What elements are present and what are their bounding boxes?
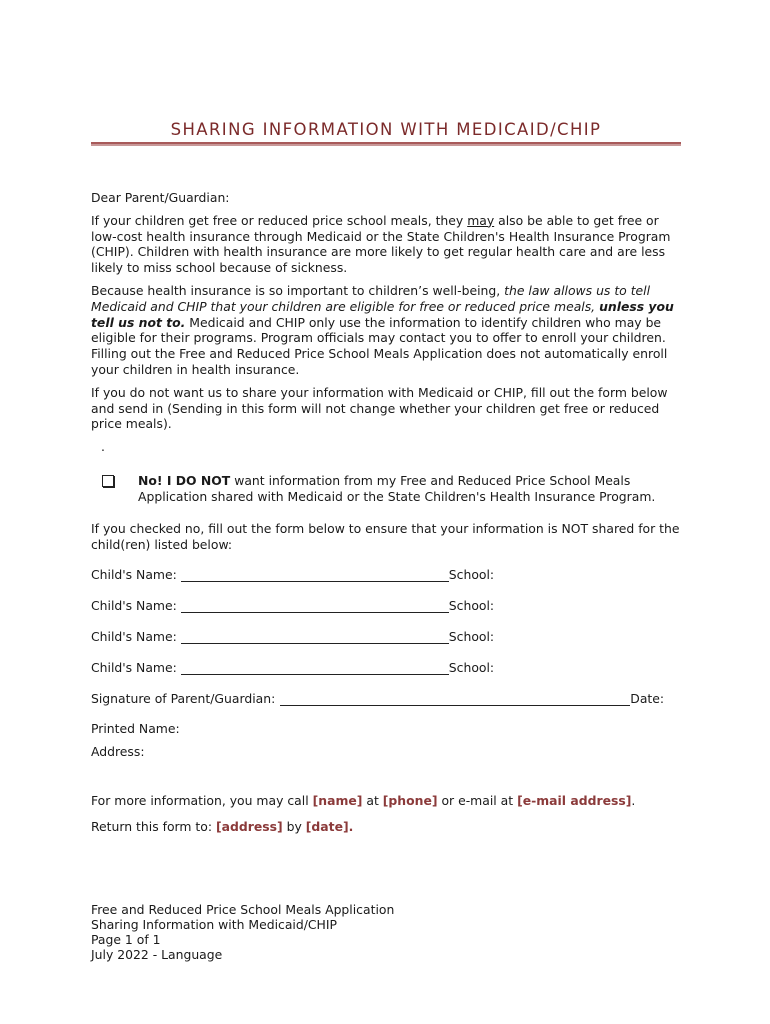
email-placeholder: [e-mail address]: [517, 792, 632, 808]
text-span: If your children get free or reduced price school meals, they: [91, 212, 468, 228]
printed-name-label: Printed Name:: [91, 721, 180, 737]
address-placeholder: [address]: [215, 818, 283, 834]
address-label: Address:: [91, 744, 145, 760]
page-footer: [91, 902, 394, 962]
school-label: School:: [448, 628, 495, 644]
child-name-label: Child's Name:: [91, 659, 177, 675]
child-name-field[interactable]: [181, 661, 449, 675]
more-info-line: [91, 793, 681, 809]
child-row-3: [91, 628, 681, 644]
text-span: Medicaid and CHIP only use the information to identify children who may be eligible for their programs. Program officials may contact you to offer to enroll your children. Filling out the Free and Reduced Price School Meals Application does not automatically enroll your children in health insurance.: [91, 314, 668, 377]
signature-row: [91, 690, 681, 706]
child-name-field[interactable]: [181, 568, 449, 582]
text-span: For more information, you may call: [91, 792, 313, 808]
child-row-2: [91, 597, 681, 613]
text-span: by: [282, 818, 306, 834]
paragraph-instructions: If you do not want us to share your information with Medicaid or CHIP, fill out the form below and send in (Sending in this form will not change whether your children get free or reduced price meals).: [91, 384, 668, 432]
text-span: also be able to get free or low-cost health insurance through Medicaid or the State Children's Health Insurance Program (CHIP). Children with health insurance are more likely to get regular health care and are less likely to miss school because of sickness.: [91, 212, 671, 276]
footer-line: Sharing Information with Medicaid/CHIP: [91, 917, 337, 932]
text-span: want information from my Free and Reduced Price School Meals Application shared with Medicaid or the State Children's Health Insurance Program.: [138, 473, 656, 504]
paragraph-checked-no: If you checked no, fill out the form below to ensure that your information is NOT shared for the child(ren) listed below:: [91, 520, 680, 552]
child-name-label: Child's Name:: [91, 597, 177, 613]
title-divider: [91, 142, 681, 146]
return-line: [91, 819, 681, 835]
opt-out-option: [91, 473, 681, 505]
child-name-label: Child's Name:: [91, 566, 177, 582]
date-placeholder: [date].: [305, 818, 354, 834]
paragraph-eligibility: [91, 213, 681, 276]
child-name-field[interactable]: [181, 599, 449, 613]
school-label: School:: [448, 659, 495, 675]
opt-out-label: [138, 473, 673, 505]
footer-line: Free and Reduced Price School Meals Application: [91, 902, 395, 917]
footer-page-number: Page 1 of 1: [91, 932, 161, 947]
text-bold-italic: unless you tell us not to.: [91, 298, 674, 330]
child-name-label: Child's Name:: [91, 628, 177, 644]
opt-out-checkbox[interactable]: [102, 475, 114, 487]
school-label: School:: [448, 597, 495, 613]
name-placeholder: [name]: [312, 792, 363, 808]
signature-field[interactable]: [280, 692, 630, 706]
letter-body: [91, 190, 681, 842]
child-row-4: [91, 659, 681, 675]
school-label: School:: [448, 566, 495, 582]
text-span: Return this form to:: [91, 818, 216, 834]
child-name-field[interactable]: [181, 630, 449, 644]
salutation: Dear Parent/Guardian:: [91, 190, 230, 205]
text-span: .: [631, 792, 636, 808]
phone-placeholder: [phone]: [382, 792, 438, 808]
text-italic: the law allows us to tell Medicaid and CHIP that your children are eligible for free or reduced price meals,: [91, 282, 651, 314]
page-title: SHARING INFORMATION WITH MEDICAID/CHIP: [170, 120, 602, 139]
stray-dot: .: [101, 439, 105, 455]
text-span: Because health insurance is so important to children’s well-being,: [91, 282, 505, 298]
date-label: Date:: [630, 690, 665, 706]
paragraph-law: [91, 283, 681, 378]
child-row-1: [91, 566, 681, 582]
text-bold: No! I DO NOT: [138, 473, 231, 489]
text-span: or e-mail at: [437, 792, 518, 808]
text-span: at: [362, 792, 383, 808]
footer-version: July 2022 - Language: [91, 947, 223, 962]
signature-label: Signature of Parent/Guardian:: [91, 690, 276, 706]
text-underlined: may: [467, 212, 495, 228]
